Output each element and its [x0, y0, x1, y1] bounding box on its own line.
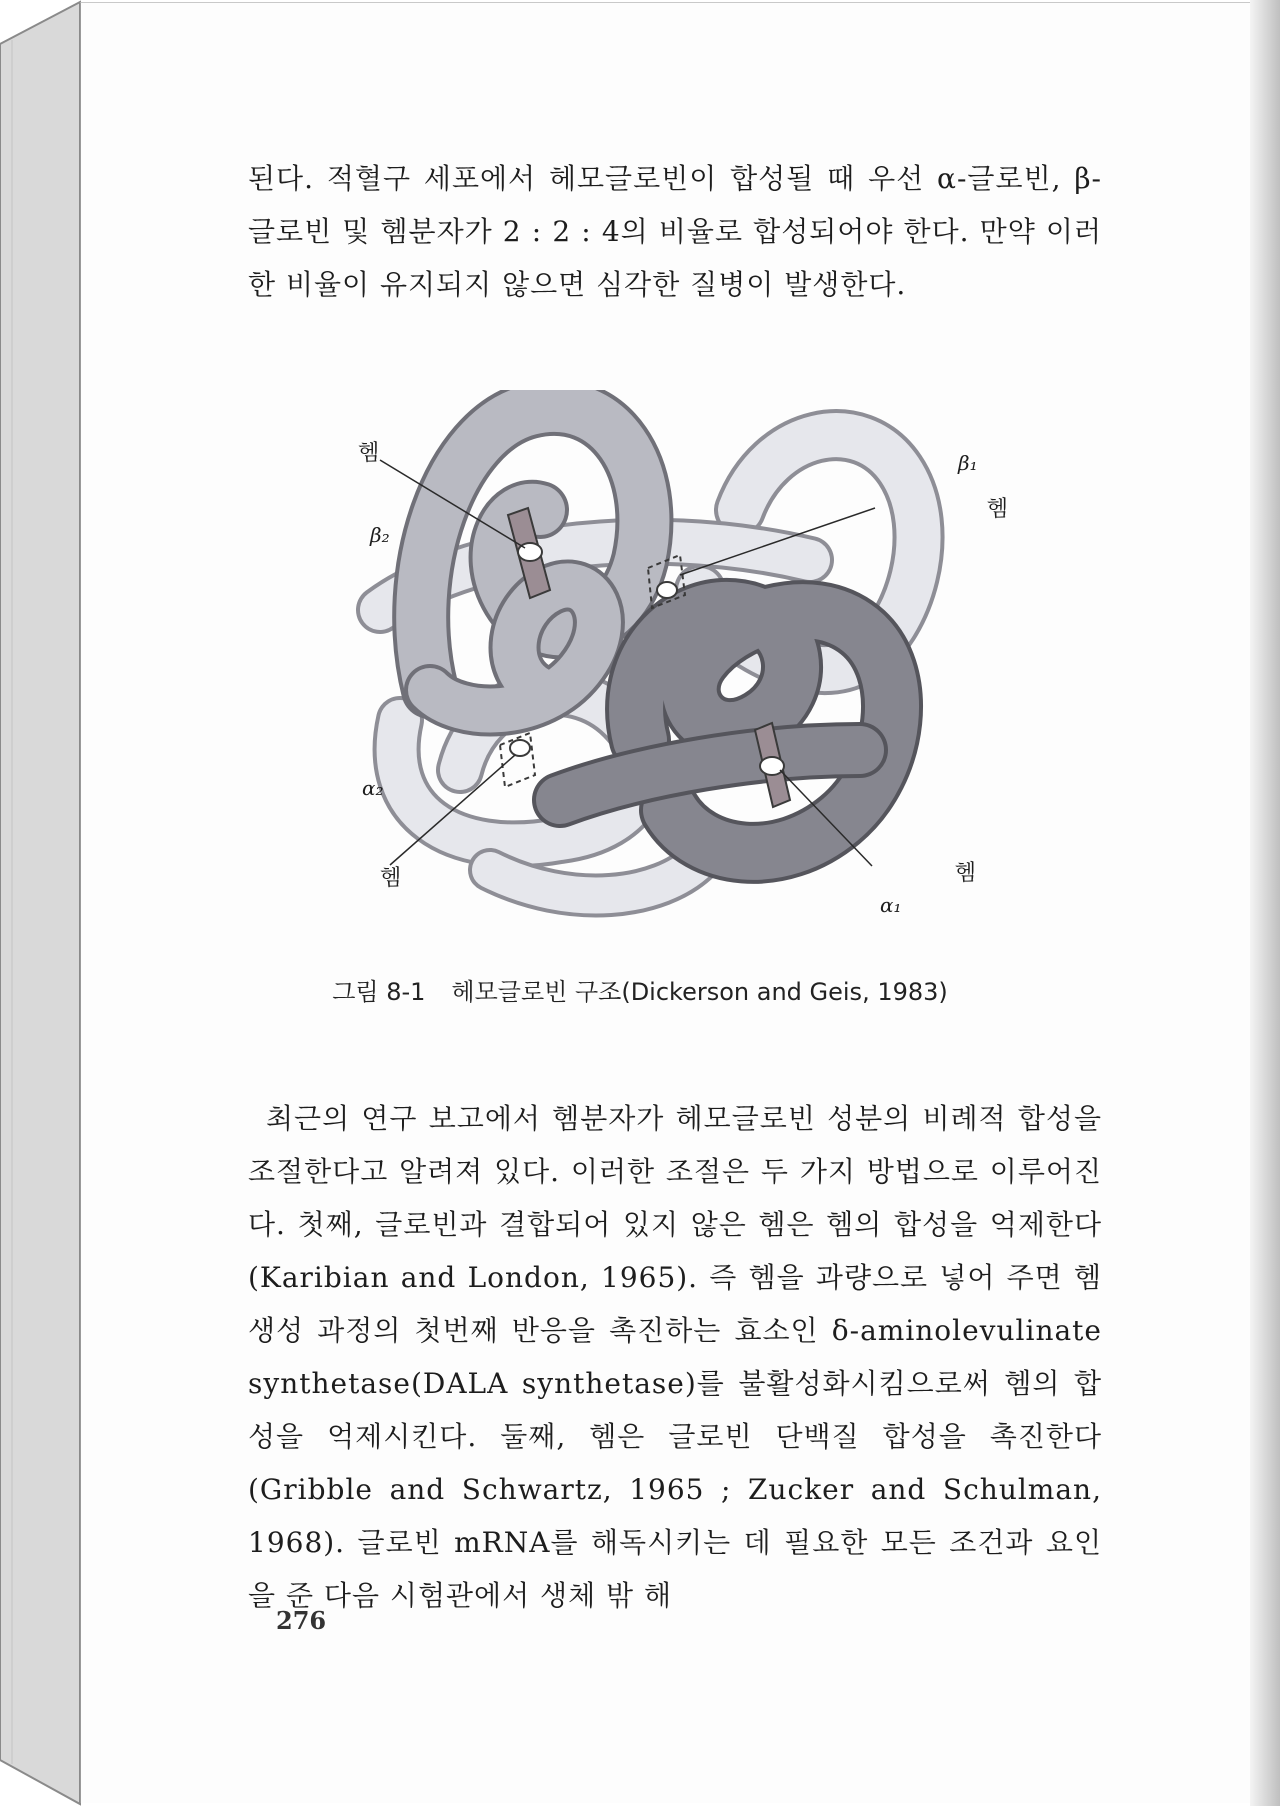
heme-label-bottom-left: 헴 — [380, 866, 402, 891]
beta1-label: β₁ — [958, 451, 978, 475]
book-spine — [0, 0, 82, 1806]
page-number: 276 — [276, 1606, 327, 1635]
figure-caption-text: 헤모글로빈 구조(Dickerson and Geis, 1983) — [451, 978, 948, 1006]
body-paragraph: 최근의 연구 보고에서 헴분자가 헤모글로빈 성분의 비례적 합성을 조절한다고 알려져 있다. 이러한 조절은 두 가지 방법으로 이루어진다. 첫째, 글로빈과 결합되어 있지 않은 헴은 헴의 합성을 억제한다(Karibian and London, 1965). 즉 헴을 과량으로 넣어 주면 헴 생성 과정의 첫번째 반응을 촉진하는 효소인 δ-aminolevulinate synthetase(DALA synthetase)를 불활성화시킴으로써 헴의 합성을 억제시킨다. 둘째, 헴은 글로빈 단백질 합성을 촉진한다(Gribble and Schwartz, 1965 ; Zucker and Schulman, 1968). 글로빈 mRNA를 해독시키는 데 필요한 모든 조건과 요인을 준 다음 시험관에서 생체 밖 해 — [248, 1102, 1102, 1612]
top-paragraph: 된다. 적혈구 세포에서 헤모글로빈이 합성될 때 우선 α-글로빈, β-글로빈 및 헴분자가 2 : 2 : 4의 비율로 합성되어야 한다. 만약 이러한 비율이 유지되지 않으면 심각한 질병이 발생한다. — [248, 162, 1102, 301]
hemoglobin-structure-figure — [340, 390, 1020, 950]
heme-label-bottom-right: 헴 — [954, 861, 976, 886]
alpha1-label: α₁ — [880, 893, 902, 917]
figure-number: 그림 8-1 — [332, 978, 426, 1006]
heme-label-top-right: 헴 — [986, 497, 1008, 522]
figure-caption — [0, 972, 1280, 1007]
heme-label-top-left: 헴 — [358, 441, 380, 466]
beta2-label: β₂ — [370, 523, 390, 547]
alpha2-label: α₂ — [362, 776, 384, 800]
page-edge-shadow — [1250, 0, 1280, 1806]
